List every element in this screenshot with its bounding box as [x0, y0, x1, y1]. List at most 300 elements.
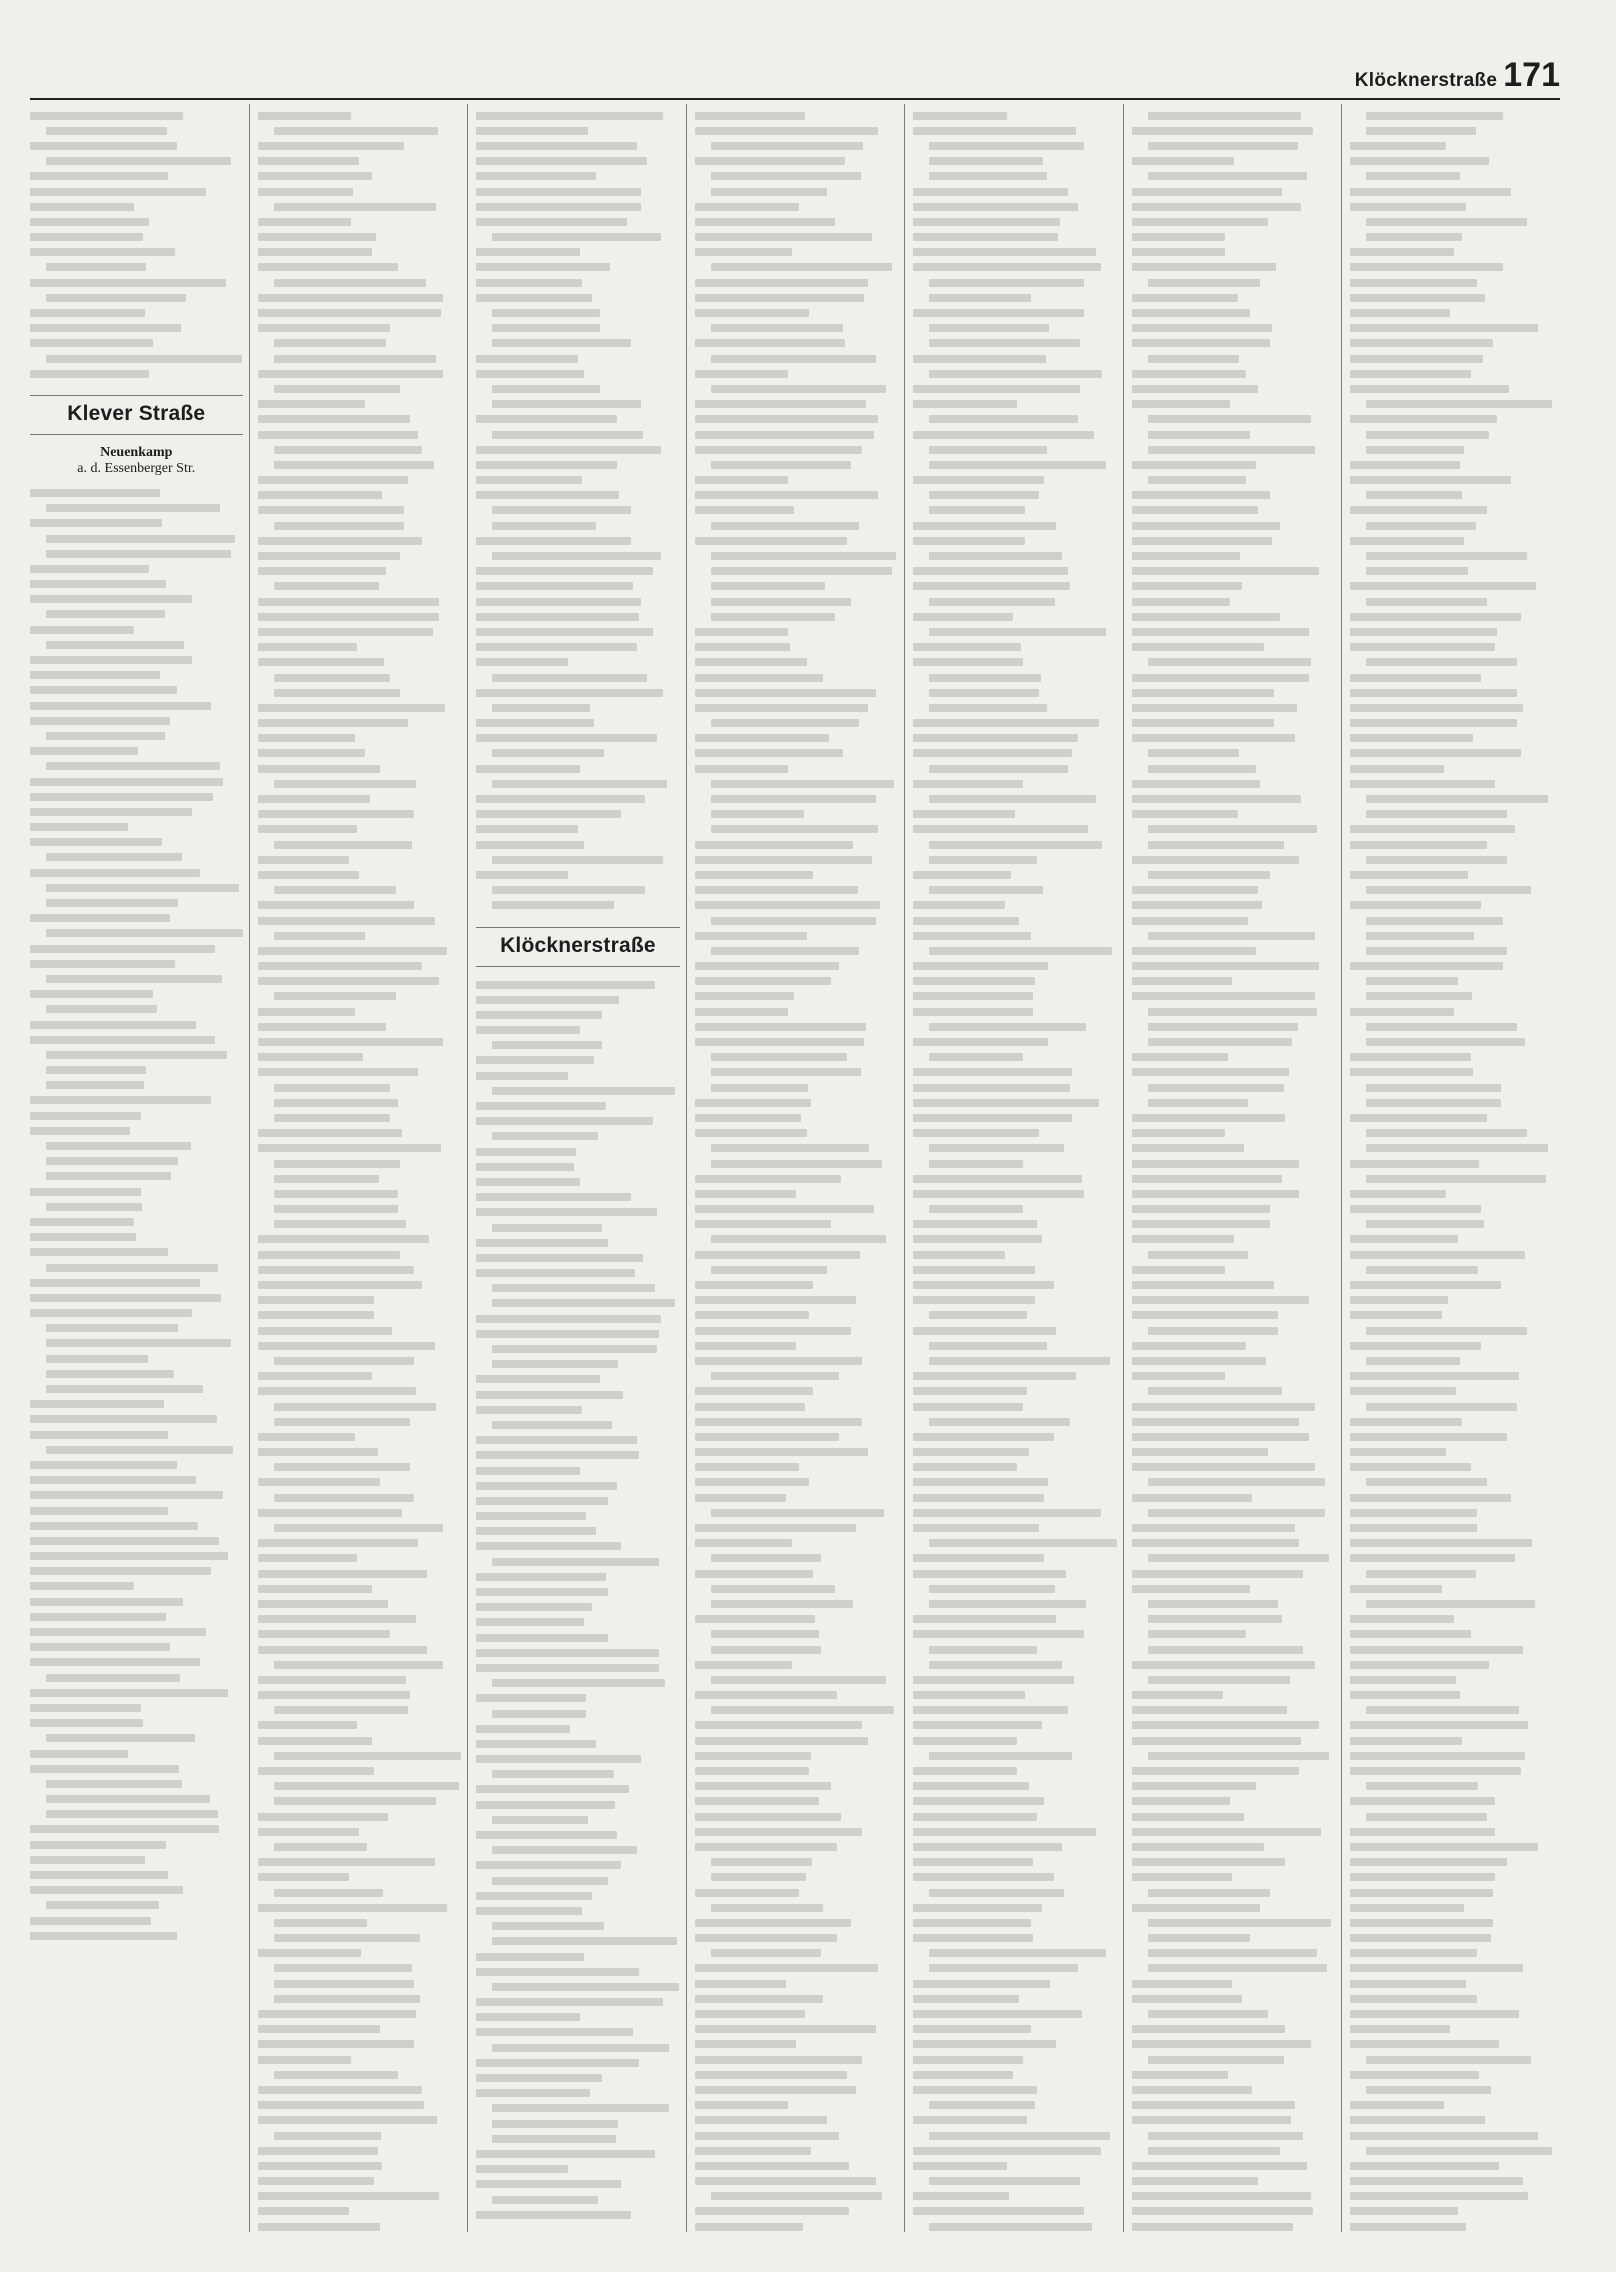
entry-line: [695, 1110, 899, 1125]
entry-line: [1132, 1657, 1336, 1672]
entry-line: [258, 1323, 462, 1338]
entry-line: [913, 1353, 1117, 1368]
entry-line: [913, 1627, 1117, 1642]
entry-line: [1132, 624, 1336, 639]
entry-line: [695, 1399, 899, 1414]
entry-line: [258, 837, 462, 852]
entry-line: [476, 260, 680, 275]
entry-line: [476, 214, 680, 229]
entry-line: [30, 1594, 243, 1609]
entry-line: [258, 731, 462, 746]
entry-line: [30, 260, 243, 275]
entry-line: [258, 321, 462, 336]
entry-line: [30, 1123, 243, 1138]
entry-line: [913, 761, 1117, 776]
entry-line: [1350, 761, 1554, 776]
entry-line: [913, 1718, 1117, 1733]
entry-line: [476, 1660, 680, 1675]
entry-line: [258, 1839, 462, 1854]
entry-line: [258, 1536, 462, 1551]
entry-line: [476, 1888, 680, 1903]
entry-line: [1132, 1308, 1336, 1323]
entry-line: [1132, 837, 1336, 852]
entry-line: [695, 1126, 899, 1141]
entry-line: [476, 366, 680, 381]
entry-line: [476, 1448, 680, 1463]
entry-line: [1350, 1141, 1554, 1156]
entry-line: [30, 789, 243, 804]
entry-line: [695, 2113, 899, 2128]
entry-line: [1350, 655, 1554, 670]
entry-line: [695, 1931, 899, 1946]
entry-line: [476, 852, 680, 867]
entry-line: [1350, 579, 1554, 594]
entry-line: [476, 731, 680, 746]
entry-line: [913, 2174, 1117, 2189]
entry-line: [30, 501, 243, 516]
entry-line: [1350, 1217, 1554, 1232]
entry-line: [258, 2052, 462, 2067]
entry-line: [30, 1700, 243, 1715]
entry-line: [30, 744, 243, 759]
entry-line: [476, 977, 680, 992]
entry-line: [476, 138, 680, 153]
entry-line: [1350, 1642, 1554, 1657]
entry-line: [30, 926, 243, 941]
entry-line: [258, 503, 462, 518]
entry-line: [913, 1399, 1117, 1414]
entry-line: [258, 1794, 462, 1809]
entry-line: [30, 835, 243, 850]
entry-line: [30, 1624, 243, 1639]
entry-line: [1132, 2143, 1336, 2158]
entry-line: [476, 2162, 680, 2177]
entry-line: [1132, 1627, 1336, 1642]
entry-line: [30, 850, 243, 865]
entry-line: [1132, 351, 1336, 366]
entry-line: [476, 2207, 680, 2222]
entry-line: [1132, 2219, 1336, 2232]
entry-line: [476, 2010, 680, 2025]
entry-line: [1132, 776, 1336, 791]
entry-line: [30, 1260, 243, 1275]
entry-line: [695, 1642, 899, 1657]
entry-line: [476, 1524, 680, 1539]
entry-line: [695, 397, 899, 412]
entry-line: [913, 1429, 1117, 1444]
entry-line: [258, 245, 462, 260]
entry-line: [258, 1688, 462, 1703]
entry-line: [258, 305, 462, 320]
entry-line: [1132, 1566, 1336, 1581]
entry-line: [1350, 1232, 1554, 1247]
entry-line: [695, 1703, 899, 1718]
entry-line: [258, 1186, 462, 1201]
entry-line: [476, 184, 680, 199]
entry-line: [1132, 154, 1336, 169]
entry-line: [913, 624, 1117, 639]
entry-line: [476, 1919, 680, 1934]
entry-line: [30, 184, 243, 199]
entry-line: [695, 321, 899, 336]
entry-line: [1132, 1642, 1336, 1657]
entry-line: [1350, 974, 1554, 989]
entry-line: [1350, 2067, 1554, 2082]
entry-line: [913, 1460, 1117, 1475]
entry-line: [476, 1205, 680, 1220]
entry-line: [258, 883, 462, 898]
entry-line: [695, 1004, 899, 1019]
entry-line: [1350, 1718, 1554, 1733]
entry-line: [913, 1186, 1117, 1201]
entry-line: [1132, 1141, 1336, 1156]
entry-line: [258, 1171, 462, 1186]
entry-line: [476, 473, 680, 488]
entry-line: [1350, 928, 1554, 943]
entry-line: [30, 880, 243, 895]
entry-line: [1132, 305, 1336, 320]
entry-line: [476, 427, 680, 442]
entry-line: [695, 1961, 899, 1976]
entry-line: [913, 199, 1117, 214]
entry-line: [1350, 1384, 1554, 1399]
entry-line: [1132, 959, 1336, 974]
entry-block: [1350, 108, 1554, 2232]
subsection-title: Neuenkamp: [100, 445, 173, 461]
entry-line: [695, 2158, 899, 2173]
entry-line: [258, 1809, 462, 1824]
entry-line: [476, 867, 680, 882]
entry-line: [1350, 731, 1554, 746]
entry-line: [1132, 260, 1336, 275]
entry-line: [695, 959, 899, 974]
entry-line: [695, 1900, 899, 1915]
entry-line: [258, 1232, 462, 1247]
entry-line: [476, 108, 680, 123]
entry-line: [1350, 1080, 1554, 1095]
entry-line: [30, 1442, 243, 1457]
entry-line: [695, 108, 899, 123]
entry-line: [695, 837, 899, 852]
entry-line: [258, 1429, 462, 1444]
entry-line: [1350, 2204, 1554, 2219]
entry-line: [913, 1885, 1117, 1900]
entry-block: [258, 108, 462, 2232]
entry-line: [1350, 1095, 1554, 1110]
entry-line: [913, 442, 1117, 457]
entry-line: [1132, 1809, 1336, 1824]
entry-line: [1350, 1536, 1554, 1551]
entry-block: [476, 977, 680, 2222]
entry-line: [1132, 275, 1336, 290]
entry-line: [258, 1566, 462, 1581]
entry-line: [913, 184, 1117, 199]
entry-line: [913, 1034, 1117, 1049]
entry-line: [258, 518, 462, 533]
entry-line: [1132, 822, 1336, 837]
entry-line: [1132, 1217, 1336, 1232]
entry-line: [476, 1843, 680, 1858]
entry-line: [476, 1509, 680, 1524]
entry-line: [1132, 518, 1336, 533]
entry-line: [1132, 533, 1336, 548]
entry-line: [258, 1855, 462, 1870]
entry-line: [258, 974, 462, 989]
entry-line: [476, 442, 680, 457]
entry-line: [476, 1478, 680, 1493]
entry-line: [258, 397, 462, 412]
entry-line: [30, 1063, 243, 1078]
entry-line: [1350, 1277, 1554, 1292]
entry-line: [1132, 1490, 1336, 1505]
entry-line: [913, 275, 1117, 290]
entry-line: [30, 1746, 243, 1761]
entry-line: [913, 1870, 1117, 1885]
entry-line: [695, 230, 899, 245]
entry-line: [476, 533, 680, 548]
entry-line: [695, 579, 899, 594]
entry-line: [30, 728, 243, 743]
entry-line: [1350, 199, 1554, 214]
entry-line: [695, 154, 899, 169]
entry-line: [258, 123, 462, 138]
entry-line: [1350, 1824, 1554, 1839]
entry-line: [476, 503, 680, 518]
entry-line: [1350, 670, 1554, 685]
entry-line: [258, 381, 462, 396]
entry-block: [476, 108, 680, 913]
entry-line: [1132, 1034, 1336, 1049]
directory-column-3: [467, 104, 686, 2232]
entry-line: [30, 1154, 243, 1169]
entry-line: [695, 305, 899, 320]
entry-line: [30, 1199, 243, 1214]
entry-line: [913, 1217, 1117, 1232]
entry-line: [258, 1004, 462, 1019]
running-header-street: Klöcknerstraße: [1354, 70, 1498, 91]
entry-line: [1350, 275, 1554, 290]
entry-line: [476, 1083, 680, 1098]
entry-line: [1350, 685, 1554, 700]
entry-line: [258, 442, 462, 457]
entry-line: [1350, 837, 1554, 852]
entry-line: [695, 731, 899, 746]
entry-line: [1350, 1445, 1554, 1460]
entry-line: [476, 1250, 680, 1265]
entry-line: [1132, 2189, 1336, 2204]
entry-line: [30, 1473, 243, 1488]
entry-line: [476, 1903, 680, 1918]
entry-line: [30, 668, 243, 683]
entry-line: [30, 911, 243, 926]
entry-line: [1132, 290, 1336, 305]
entry-line: [913, 2067, 1117, 2082]
entry-line: [695, 1034, 899, 1049]
entry-line: [913, 640, 1117, 655]
entry-line: [695, 746, 899, 761]
entry-line: [695, 1308, 899, 1323]
entry-line: [913, 1794, 1117, 1809]
entry-line: [695, 1718, 899, 1733]
entry-line: [1350, 1171, 1554, 1186]
header-rule: [30, 98, 1560, 100]
entry-line: [258, 2128, 462, 2143]
entry-line: [258, 1961, 462, 1976]
entry-line: [476, 2070, 680, 2085]
entry-line: [913, 1065, 1117, 1080]
entry-line: [476, 1235, 680, 1250]
entry-line: [695, 564, 899, 579]
entry-line: [1350, 321, 1554, 336]
entry-line: [476, 2025, 680, 2040]
entry-line: [476, 1797, 680, 1812]
entry-line: [1350, 1900, 1554, 1915]
entry-line: [1132, 412, 1336, 427]
entry-line: [1132, 1718, 1336, 1733]
entry-line: [1350, 366, 1554, 381]
entry-line: [476, 351, 680, 366]
entry-line: [695, 488, 899, 503]
entry-line: [695, 2204, 899, 2219]
entry-line: [1132, 883, 1336, 898]
entry-line: [1132, 230, 1336, 245]
entry-line: [258, 2022, 462, 2037]
entry-line: [1132, 1095, 1336, 1110]
entry-line: [1132, 2128, 1336, 2143]
entry-line: [1350, 1429, 1554, 1444]
directory-column-7: [1341, 104, 1560, 2232]
entry-line: [258, 1034, 462, 1049]
entry-line: [1350, 1627, 1554, 1642]
entry-line: [30, 290, 243, 305]
entry-line: [1350, 1156, 1554, 1171]
entry-line: [695, 1870, 899, 1885]
entry-line: [258, 655, 462, 670]
entry-line: [1132, 1445, 1336, 1460]
entry-line: [258, 1748, 462, 1763]
entry-line: [1350, 1551, 1554, 1566]
entry-line: [476, 457, 680, 472]
entry-line: [695, 1202, 899, 1217]
entry-line: [258, 1931, 462, 1946]
entry-line: [695, 2067, 899, 2082]
entry-line: [913, 1019, 1117, 1034]
entry-line: [1350, 898, 1554, 913]
entry-line: [913, 1733, 1117, 1748]
entry-line: [1350, 2098, 1554, 2113]
entry-line: [476, 776, 680, 791]
entry-line: [695, 1688, 899, 1703]
entry-line: [30, 1533, 243, 1548]
entry-line: [476, 1645, 680, 1660]
entry-line: [30, 1366, 243, 1381]
entry-line: [1132, 503, 1336, 518]
entry-line: [1132, 1672, 1336, 1687]
entry-line: [1132, 1338, 1336, 1353]
entry-line: [1132, 974, 1336, 989]
entry-line: [1132, 1779, 1336, 1794]
entry-line: [1132, 1885, 1336, 1900]
entry-line: [476, 1144, 680, 1159]
entry-line: [1132, 1976, 1336, 1991]
entry-line: [695, 123, 899, 138]
entry-line: [695, 1414, 899, 1429]
entry-line: [1350, 1126, 1554, 1141]
entry-line: [258, 1095, 462, 1110]
entry-line: [913, 822, 1117, 837]
entry-line: [476, 1812, 680, 1827]
entry-line: [476, 1098, 680, 1113]
entry-line: [695, 791, 899, 806]
entry-line: [258, 108, 462, 123]
entry-line: [476, 1281, 680, 1296]
entry-line: [258, 776, 462, 791]
entry-line: [695, 290, 899, 305]
entry-line: [913, 1338, 1117, 1353]
entry-line: [695, 1733, 899, 1748]
entry-line: [476, 1129, 680, 1144]
entry-line: [1350, 503, 1554, 518]
entry-line: [913, 1566, 1117, 1581]
entry-line: [695, 2022, 899, 2037]
entry-line: [913, 1141, 1117, 1156]
entry-line: [913, 1308, 1117, 1323]
entry-line: [1350, 867, 1554, 882]
entry-line: [30, 1913, 243, 1928]
entry-line: [258, 1460, 462, 1475]
entry-line: [30, 895, 243, 910]
entry-line: [1350, 427, 1554, 442]
entry-line: [1132, 1855, 1336, 1870]
entry-line: [1350, 488, 1554, 503]
entry-line: [1132, 1612, 1336, 1627]
entry-line: [30, 1503, 243, 1518]
entry-line: [913, 1126, 1117, 1141]
subsection-neuenkamp: [30, 445, 243, 477]
entry-line: [913, 169, 1117, 184]
entry-line: [476, 1038, 680, 1053]
entry-line: [1132, 138, 1336, 153]
entry-line: [1132, 1262, 1336, 1277]
entry-line: [476, 336, 680, 351]
entry-line: [695, 776, 899, 791]
entry-line: [695, 943, 899, 958]
entry-line: [1350, 1946, 1554, 1961]
entry-line: [1132, 913, 1336, 928]
entry-line: [913, 381, 1117, 396]
entry-line: [258, 791, 462, 806]
entry-line: [913, 1475, 1117, 1490]
entry-line: [1350, 1809, 1554, 1824]
entry-line: [913, 791, 1117, 806]
entry-block: [913, 108, 1117, 2232]
entry-line: [695, 913, 899, 928]
entry-line: [913, 1156, 1117, 1171]
entry-line: [30, 1761, 243, 1776]
entry-line: [695, 1353, 899, 1368]
entry-line: [258, 1824, 462, 1839]
entry-line: [258, 1612, 462, 1627]
entry-line: [1132, 1688, 1336, 1703]
entry-line: [1132, 1505, 1336, 1520]
entry-line: [258, 852, 462, 867]
entry-line: [1350, 412, 1554, 427]
entry-line: [476, 1357, 680, 1372]
entry-line: [1132, 2022, 1336, 2037]
entry-line: [30, 336, 243, 351]
entry-line: [913, 1004, 1117, 1019]
entry-line: [1350, 138, 1554, 153]
